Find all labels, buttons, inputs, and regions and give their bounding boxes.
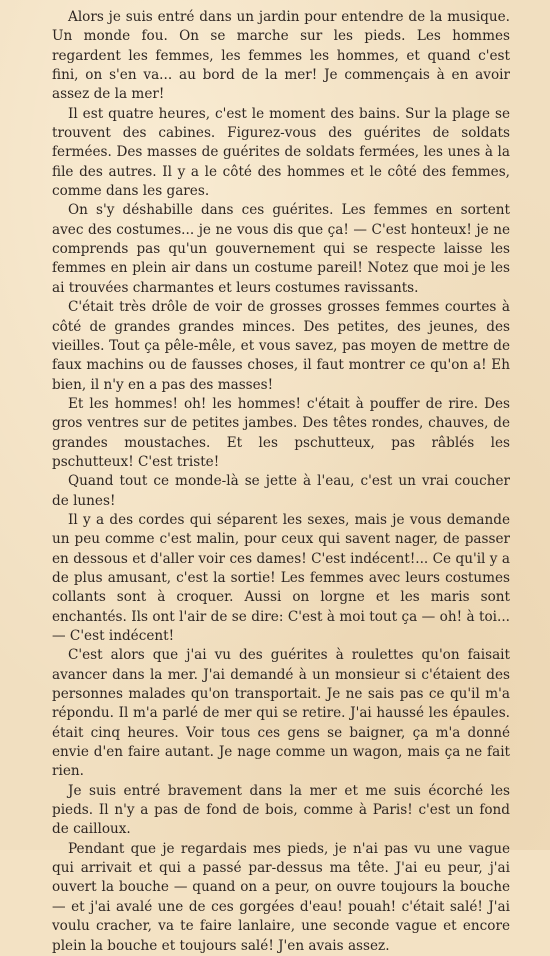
paragraph: C'est alors que j'ai vu des guérites à roulettes qu'on faisait avancer dans la mer. J'ai demandé à un monsieur si c'étaient des personnes malades qu'on transportait. Je ne sais pas ce qu'il m'a répondu. Il m'a parlé de mer qui se retire. J'ai haussé les épaules. était cinq heures. Voir tous ces gens se baigner, ça m'a donné envie d'en faire autant. Je nage comme un wagon, mais ça ne fait rien. <box>52 647 510 780</box>
paragraph: Il est quatre heures, c'est le moment des bains. Sur la plage se trouvent des cabines. Figurez-vous des guérites de soldats fermées. Des masses de guérites de soldats fermées, les unes à la file des autres. Il y a le côté des hommes et le côté des femmes, comme dans les gares. <box>52 105 510 200</box>
page-text-body <box>52 8 510 956</box>
paragraph: Alors je suis entré dans un jardin pour entendre de la musique. Un monde fou. On se marche sur les pieds. Les hommes regardent les femmes, les femmes les hommes, et quand c'est fini, on s'en va... au bord de la mer! Je commençais à en avoir assez de la mer! <box>52 9 510 103</box>
paragraph: Pendant que je regardais mes pieds, je n'ai pas vu une vague qui arrivait et qui a passé par-dessus ma tête. J'ai eu peur, j'ai ouvert la bouche — quand on a peur, on ouvre toujours la bouche — et j'ai avalé une de ces gorgées d'eau! pouah! c'était salé! J'ai voulu cracher, va te faire lanlaire, une seconde vague et encore plein la bouche et toujours salé! J'en avais assez. <box>52 840 510 954</box>
paragraph: Quand tout ce monde-là se jette à l'eau, c'est un vrai coucher de lunes! <box>52 473 510 509</box>
paragraph: Et les hommes! oh! les hommes! c'était à pouffer de rire. Des gros ventres sur de petites jambes. Des têtes rondes, chauves, de grandes moustaches. Et les pschutteux, pas râblés les pschutteux! C'est triste! <box>52 395 510 470</box>
paragraph: Il y a des cordes qui séparent les sexes, mais je vous demande un peu comme c'est malin, pour ceux qui savent nager, de passer en dessous et d'aller voir ces dames! C'est indécent!... Ce qu'il y a de plus amusant, c'est la sortie! Les femmes avec leurs costumes collants sont à croquer. Aussi on lorgne et les maris sont enchantés. Ils ont l'air de se dire: C'est à moi tout ça — oh! à toi... — C'est indécent! <box>52 511 510 644</box>
paragraph: Je suis entré bravement dans la mer et me suis écorché les pieds. Il n'y a pas de fond de bois, comme à Paris! c'est un fond de cailloux. <box>52 782 510 838</box>
paragraph: On s'y déshabille dans ces guérites. Les femmes en sortent avec des costumes... je ne vous dis que ça! — C'est honteux! je ne comprends pas qu'un gouvernement qui se respecte laisse les femmes en plein air dans un costume pareil! Notez que moi je les ai trouvées charmantes et leurs costumes ravissants. <box>52 202 510 296</box>
paragraph: C'était très drôle de voir de grosses grosses femmes courtes à côté de grandes grandes minces. Des petites, des jeunes, des vieilles. Tout ça pêle-mêle, et vous savez, pas moyen de mettre de faux machins ou de fausses choses, il faut montrer ce qu'on a! Eh bien, il n'y en a pas des masses! <box>52 299 510 393</box>
